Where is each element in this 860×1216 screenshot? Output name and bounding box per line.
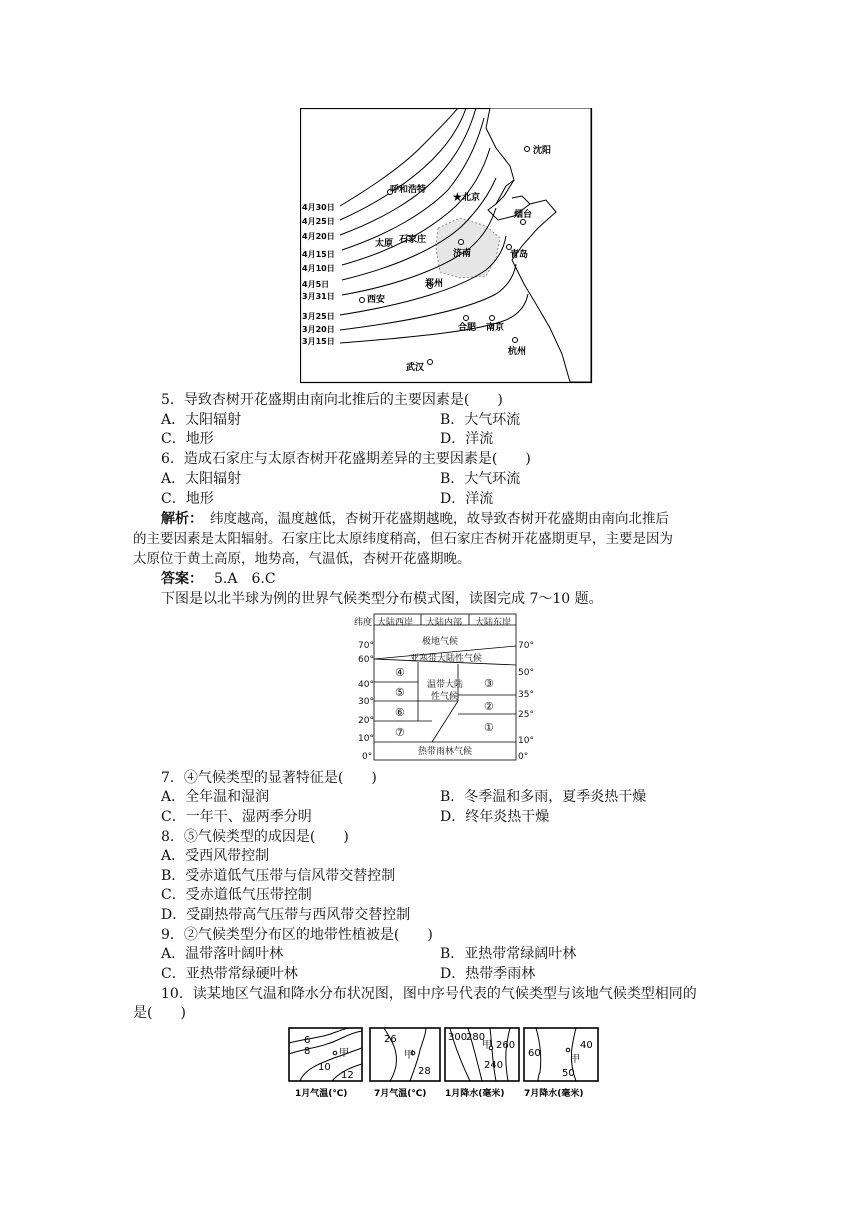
right-lat-70: 70° <box>518 641 534 651</box>
m1-value-6: 6 <box>304 1035 311 1046</box>
zone-subarctic: 亚寒带大陆性气候 <box>410 654 483 664</box>
city-label-jinan: 济南 <box>453 249 472 259</box>
analysis-line-1: 纬度越高，温度越低，杏树开花盛期越晚，故导致杏树开花盛期由南向北推后 <box>210 511 669 527</box>
zone-6: ⑥ <box>395 706 405 719</box>
right-lat-0: 0° <box>518 752 529 762</box>
q9-stem: 9．②气候类型分布区的地带性植被是( ) <box>161 927 433 943</box>
isoline-label: 4月10日 <box>302 264 335 273</box>
city-label-beijing: 北京 <box>462 193 481 203</box>
city-label-xian: 西安 <box>367 295 386 305</box>
chart-header-east: 大陆东岸 <box>475 618 512 628</box>
right-lat-10: 10° <box>518 736 534 746</box>
zone-4: ④ <box>395 666 405 679</box>
left-lat-40: 40° <box>358 680 374 690</box>
q8-option-a: A．受西风带控制 <box>161 848 270 864</box>
city-label-taiyuan: 太原 <box>375 239 394 249</box>
m3-value-300: 300 <box>448 1032 468 1043</box>
q7-option-a: A．全年温和湿润 <box>161 789 270 805</box>
caption-jul-temp: 7月气温(℃) <box>374 1089 427 1099</box>
m4-value-50: 50 <box>562 1068 575 1079</box>
q7-stem: 7．④气候类型的显著特征是( ) <box>161 770 377 786</box>
right-lat-25: 25° <box>518 710 534 720</box>
analysis-line-2: 的主要因素是太阳辐射。石家庄比太原纬度稍高，但石家庄杏树开花盛期更早，主要是因为 <box>133 531 673 547</box>
m4-value-40: 40 <box>580 1040 593 1051</box>
zone-3: ③ <box>484 677 494 690</box>
q8-option-b: B．受赤道低气压带与信风带交替控制 <box>161 868 396 884</box>
left-lat-0: 0° <box>362 752 373 762</box>
city-label-hohhot: 呼和浩特 <box>390 185 427 195</box>
m3-jia: 甲 <box>482 1040 492 1051</box>
right-lat-50: 50° <box>518 668 534 678</box>
zone-polar: 极地气候 <box>422 637 459 647</box>
city-label-hangzhou: 杭州 <box>508 347 527 357</box>
q8-option-d: D．受副热带高气压带与西风带交替控制 <box>161 907 411 923</box>
m4-value-60: 60 <box>528 1048 541 1059</box>
city-label-yantai: 烟台 <box>514 210 533 220</box>
m3-value-280: 280 <box>466 1032 486 1043</box>
isoline-label: 4月20日 <box>302 232 335 241</box>
m1-value-12: 12 <box>341 1070 354 1081</box>
zone-temperate-2: 性气候 <box>431 692 459 702</box>
m2-value-28: 28 <box>418 1066 431 1077</box>
answer-label: 答案： <box>161 571 203 587</box>
small-isoline-maps <box>286 1026 604 1104</box>
city-label-shenyang: 沈阳 <box>533 146 552 156</box>
q6-option-c: C．地形 <box>161 491 214 507</box>
zone-1: ① <box>484 721 494 734</box>
q9-option-d: D．热带季雨林 <box>440 966 536 982</box>
intro-7-10: 下图是以北半球为例的世界气候类型分布模式图，读图完成 7～10 题。 <box>161 591 603 607</box>
q5-stem: 5．导致杏树开花盛期由南向北推后的主要因素是( ) <box>161 392 503 408</box>
q6-option-b: B．大气环流 <box>440 471 521 487</box>
zone-2: ② <box>484 700 494 713</box>
caption-jan-precip: 1月降水(毫米) <box>445 1089 505 1099</box>
caption-jan-temp: 1月气温(℃) <box>295 1089 348 1099</box>
m3-value-260: 260 <box>496 1040 516 1051</box>
answer-value: 5.A 6.C <box>214 571 276 587</box>
m1-value-8: 8 <box>304 1046 311 1057</box>
isoline-label: 3月31日 <box>302 292 335 301</box>
q5-option-a: A．太阳辐射 <box>161 412 242 428</box>
beijing-star-icon: ★ <box>452 190 463 204</box>
left-lat-20: 20° <box>358 716 374 726</box>
left-lat-70: 70° <box>358 641 374 651</box>
city-label-zhengzhou: 郑州 <box>425 279 444 289</box>
chart-header-west: 大陆西岸 <box>377 618 414 628</box>
m2-jia: 甲 <box>404 1050 414 1061</box>
isoline-label: 3月15日 <box>302 337 335 346</box>
q8-option-c: C．受赤道低气压带控制 <box>161 887 312 903</box>
isoline-label: 4月5日 <box>302 280 330 289</box>
analysis-label: 解析： <box>161 511 203 527</box>
q7-option-b: B．冬季温和多雨，夏季炎热干燥 <box>440 789 647 805</box>
q6-stem: 6．造成石家庄与太原杏树开花盛期差异的主要因素是( ) <box>161 451 531 467</box>
zone-temperate-1: 温带大陆 <box>427 680 464 690</box>
m1-value-10: 10 <box>318 1062 331 1073</box>
q8-stem: 8．⑤气候类型的成因是( ) <box>161 829 349 845</box>
m4-jia: 甲 <box>570 1054 580 1065</box>
chart-header-inland: 大陆内部 <box>426 618 463 628</box>
isoline-label: 4月25日 <box>302 217 335 226</box>
q7-option-c: C．一年干、湿两季分明 <box>161 809 312 825</box>
left-lat-30: 30° <box>358 697 374 707</box>
q10-stem-line-2: 是( ) <box>133 1005 186 1021</box>
zone-rainforest: 热带雨林气候 <box>418 747 473 757</box>
m1-jia: 甲 <box>339 1048 349 1059</box>
m2-value-26: 26 <box>384 1034 397 1045</box>
city-label-shijiazhuang: 石家庄 <box>399 235 427 245</box>
zone-5: ⑤ <box>395 686 405 699</box>
q9-option-c: C．亚热带常绿硬叶林 <box>161 966 298 982</box>
city-label-qingdao: 青岛 <box>510 250 529 260</box>
q10-stem-line-1: 10．读某地区气温和降水分布状况图，图中序号代表的气候类型与该地气候类型相同的 <box>161 986 697 1002</box>
city-label-hefei: 合肥 <box>458 323 477 333</box>
city-label-nanjing: 南京 <box>486 323 505 333</box>
right-lat-35: 35° <box>518 690 534 700</box>
chart-header-lat: 纬度 <box>354 618 373 628</box>
isoline-label: 4月15日 <box>302 250 335 259</box>
q7-option-d: D．终年炎热干燥 <box>440 809 550 825</box>
isoline-label: 4月30日 <box>302 203 335 212</box>
analysis-line-3: 太原位于黄土高原，地势高，气温低，杏树开花盛期晚。 <box>133 551 471 567</box>
isoline-label: 3月20日 <box>302 325 335 334</box>
q9-option-b: B．亚热带常绿阔叶林 <box>440 946 577 962</box>
city-label-wuhan: 武汉 <box>406 363 425 373</box>
caption-jul-precip: 7月降水(毫米) <box>524 1089 584 1099</box>
isoline-label: 3月25日 <box>302 312 335 321</box>
left-lat-10: 10° <box>358 734 374 744</box>
left-lat-60: 60° <box>358 655 374 665</box>
q5-option-c: C．地形 <box>161 431 214 447</box>
q5-option-b: B．大气环流 <box>440 412 521 428</box>
q9-option-a: A．温带落叶阔叶林 <box>161 946 284 962</box>
q5-option-d: D．洋流 <box>440 431 494 447</box>
q6-option-a: A．太阳辐射 <box>161 471 242 487</box>
q6-option-d: D．洋流 <box>440 491 494 507</box>
apricot-bloom-map <box>300 108 593 384</box>
zone-7: ⑦ <box>395 726 405 739</box>
m3-value-240: 240 <box>484 1060 504 1071</box>
